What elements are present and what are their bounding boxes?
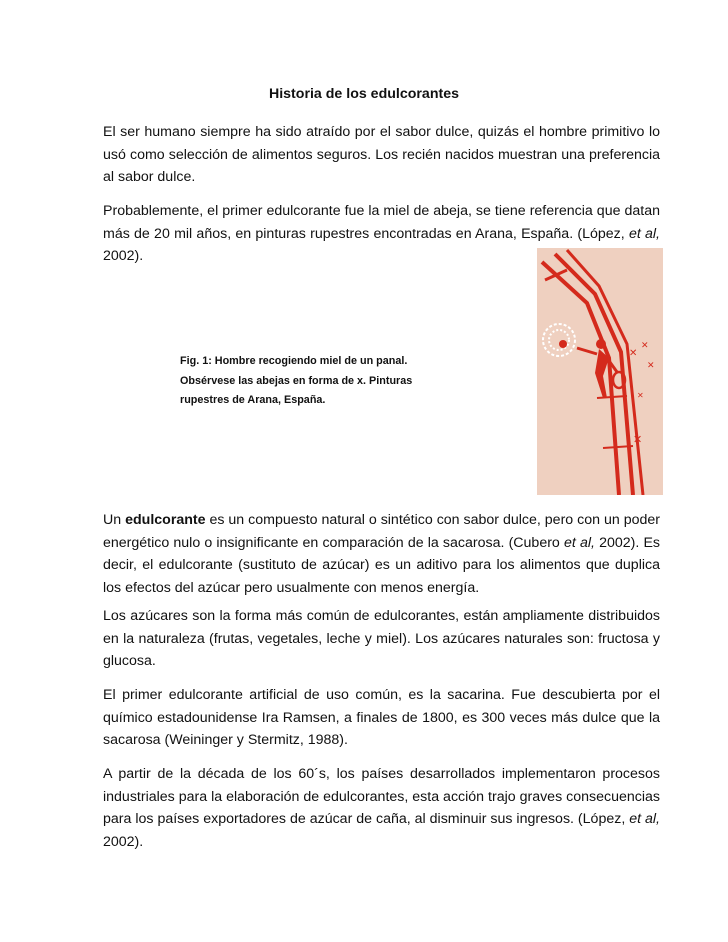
paragraph-sacarina	[103, 684, 660, 752]
figure-caption	[180, 352, 455, 411]
figure-caption-line: Obsérvese las abejas en forma de x. Pinturas	[180, 374, 413, 387]
paragraph-definicion-start: Un	[103, 512, 126, 528]
et-al-citation: et al,	[563, 534, 595, 551]
figure-caption-line: rupestres de Arana, España.	[180, 394, 326, 406]
paragraph-industria	[103, 763, 660, 854]
bee-mark: ✕	[637, 391, 644, 400]
et-al-citation: et al,	[628, 225, 660, 242]
paragraph-definicion	[103, 509, 660, 600]
paragraph-industria-text: A partir de la década de los 60´s, los países desarrollados implementaron procesos industriales para la elaboración de edulcorantes, esta acción trajo graves consecuencias para los países exportadores de azúcar de caña, al disminuir sus ingresos. (López,	[103, 766, 660, 828]
honeycomb-core	[559, 340, 567, 348]
et-al-citation: et al,	[629, 811, 660, 828]
paragraph-industria-end: 2002).	[103, 834, 144, 851]
bee-mark: ✕	[641, 341, 649, 351]
bee-mark: ✕	[647, 361, 655, 371]
paragraph-azucares	[103, 605, 660, 673]
bee-mark: ✕	[629, 348, 638, 359]
edulcorante-term: edulcorante	[125, 512, 206, 528]
page-title: Historia de los edulcorantes	[268, 86, 459, 102]
figure-caption-line: Fig. 1: Hombre recogiendo miel de un panal.	[180, 355, 408, 367]
paragraph-intro-text: El ser humano siempre ha sido atraído por el sabor dulce, quizás el hombre primitivo lo usó como selección de alimentos seguros. Los recién nacidos muestran una preferencia al sabor dulce.	[103, 124, 660, 186]
paragraph-sacarina-text: El primer edulcorante artificial de uso común, es la sacarina. Fue descubierta por el químico estadounidense Ira Ramsen, a finales de 1800, es 300 veces más dulce que la sacarosa (Weininger y Stermitz, 1988).	[103, 687, 660, 749]
paragraph-azucares-text: Los azúcares son la forma más común de edulcorantes, están ampliamente distribuidos en la naturaleza (frutas, vegetales, leche y miel). Los azúcares naturales son: fructosa y glucosa.	[103, 608, 660, 670]
bee-mark: ✕	[633, 433, 643, 446]
paragraph-miel-end: 2002).	[103, 248, 144, 265]
cave-painting-figure	[537, 248, 663, 495]
paragraph-miel-text: Probablemente, el primer edulcorante fue la miel de abeja, se tiene referencia que datan más de 20 mil años, en pinturas rupestres encontradas en Arana, España. (López,	[103, 203, 660, 242]
paragraph-definicion-end: 2002). Es decir, el edulcorante (sustituto de azúcar) es un aditivo para los alimentos que duplica los efectos del azúcar pero usualmente con menos energía.	[103, 534, 660, 597]
person-head	[596, 339, 606, 349]
paragraph-intro	[103, 121, 660, 189]
paragraph-definicion-text: es un compuesto natural o sintético con sabor dulce, pero con un poder energético nulo o insignificante en comparación de la sacarosa. (Cubero	[103, 512, 660, 551]
